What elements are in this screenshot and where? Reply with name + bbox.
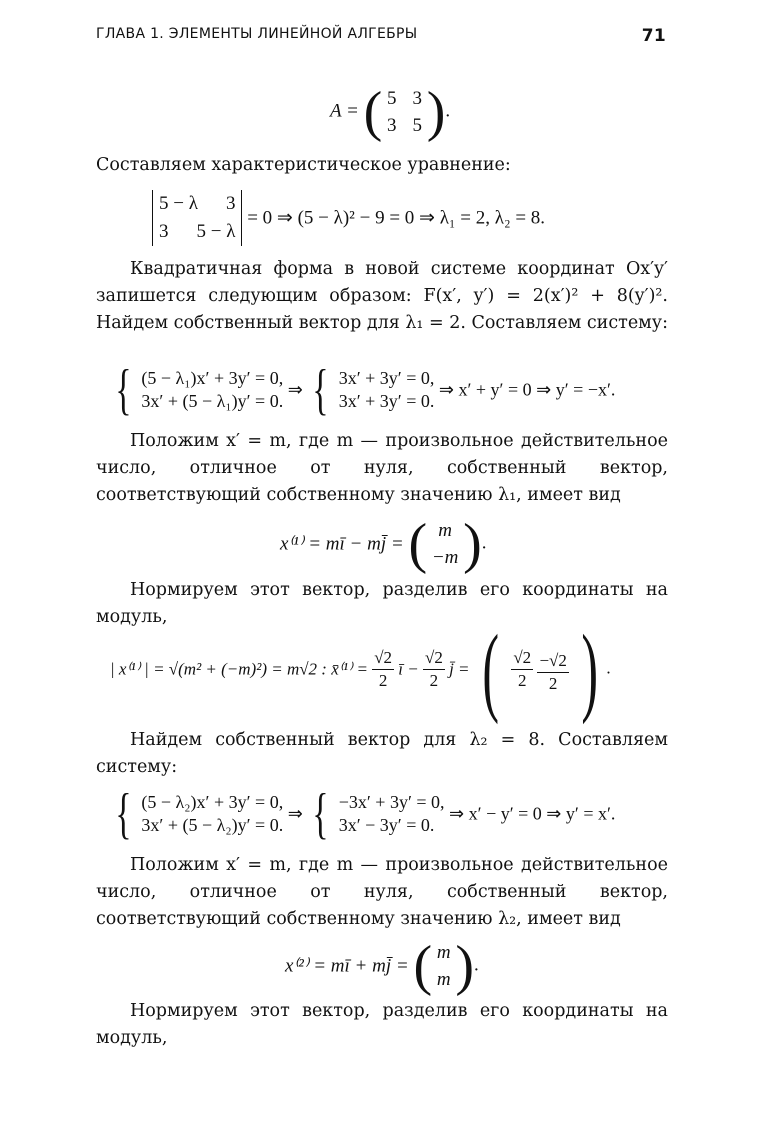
paragraph: Составляем характеристическое уравнение: bbox=[96, 155, 511, 175]
determinant bbox=[152, 190, 242, 246]
eigenvector-2-equation bbox=[285, 934, 479, 998]
system-equation-2 bbox=[110, 783, 616, 845]
denominator: 2 bbox=[518, 671, 527, 690]
fraction bbox=[372, 647, 394, 692]
left-paren: ( bbox=[482, 614, 499, 725]
system-line: 3x′ + 3y′ = 0, bbox=[338, 368, 435, 388]
unit-j: j̄ = bbox=[449, 659, 470, 679]
modulus: | x⁽¹⁾ | = √(m² + (−m)²) = m√2 : bbox=[110, 659, 327, 679]
left-brace: { bbox=[115, 359, 132, 421]
right-paren: ) bbox=[426, 81, 446, 143]
paragraph: Найдем собственный вектор для λ₂ = 8. Составляем систему: bbox=[96, 730, 668, 777]
determinant-equation bbox=[152, 190, 545, 246]
eigenvector-1-equation bbox=[280, 512, 487, 576]
numerator: √2 bbox=[423, 647, 445, 670]
paragraph: Нормируем этот вектор, разделив его координаты на модуль, bbox=[96, 580, 668, 627]
eq-lhs: x⁽¹⁾ = mī − mj̄ = bbox=[280, 533, 404, 555]
matrix-cell: 3 bbox=[412, 88, 422, 109]
page-header bbox=[96, 26, 666, 50]
system-right bbox=[339, 791, 445, 837]
det-cell: 3 bbox=[159, 221, 169, 242]
eq-rest: = 0 ⇒ (5 − λ)² − 9 = 0 ⇒ λ₁ = 2, λ₂ = 8. bbox=[247, 207, 546, 229]
left-paren: ( bbox=[413, 935, 433, 997]
left-brace: { bbox=[115, 783, 132, 845]
determinant-cells bbox=[159, 190, 235, 246]
paragraph: Положим x′ = m, где m — произвольное действительное число, отличное от нуля, собственный вектор, соответствующий собственному значению λ₂, имеет вид bbox=[96, 855, 668, 929]
system-line: 3x′ + (5 − λ₂)y′ = 0. bbox=[141, 815, 284, 835]
eq-lhs: A = bbox=[330, 100, 359, 122]
system-right bbox=[339, 367, 435, 413]
system-line: (5 − λ₂)x′ + 3y′ = 0, bbox=[141, 792, 284, 812]
page-number: 71 bbox=[641, 26, 666, 46]
eq-end: . bbox=[445, 100, 451, 122]
eq-rest: ⇒ x′ + y′ = 0 ⇒ y′ = −x′. bbox=[438, 379, 616, 400]
paragraph: Нормируем этот вектор, разделив его координаты на модуль, bbox=[96, 1001, 668, 1048]
matrix-cell: 5 bbox=[387, 88, 397, 109]
det-cell: 5 − λ bbox=[196, 221, 236, 242]
right-paren: ) bbox=[455, 935, 474, 997]
numerator: √2 bbox=[372, 647, 394, 670]
unit-i: ī − bbox=[398, 659, 419, 679]
right-paren: ) bbox=[581, 614, 599, 725]
vector-cell: m bbox=[436, 969, 451, 990]
eq-end: . bbox=[481, 532, 487, 554]
left-brace: { bbox=[312, 359, 329, 421]
fraction bbox=[423, 647, 445, 692]
vector-cell: −m bbox=[431, 547, 459, 568]
matrix-cell: 5 bbox=[412, 115, 422, 136]
column-vector bbox=[437, 939, 451, 993]
system-left bbox=[141, 791, 283, 837]
denominator: 2 bbox=[378, 671, 388, 690]
column-vector bbox=[511, 644, 569, 695]
system-line: 3x′ + 3y′ = 0. bbox=[338, 391, 435, 411]
left-paren: ( bbox=[363, 81, 383, 143]
eq-lhs: x⁽²⁾ = mī + mj̄ = bbox=[285, 955, 409, 977]
system-line: 3x′ − 3y′ = 0. bbox=[338, 815, 435, 835]
implies: ⇒ bbox=[287, 803, 303, 824]
system-left bbox=[141, 367, 283, 413]
matrix-cell: 3 bbox=[387, 115, 397, 136]
system-line: −3x′ + 3y′ = 0, bbox=[338, 792, 445, 812]
right-paren: ) bbox=[463, 513, 482, 575]
det-cell: 5 − λ bbox=[159, 193, 198, 214]
denominator: 2 bbox=[429, 671, 439, 690]
numerator: −√2 bbox=[537, 650, 568, 673]
vector-cell: m bbox=[436, 942, 451, 963]
implies: ⇒ bbox=[287, 379, 303, 400]
paragraph: Положим x′ = m, где m — произвольное действительное число, отличное от нуля, собственный вектор, соответствующий собственному значению λ₁, имеет вид bbox=[96, 431, 668, 505]
chapter-title: ГЛАВА 1. ЭЛЕМЕНТЫ ЛИНЕЙНОЙ АЛГЕБРЫ bbox=[96, 26, 418, 42]
paragraph: Квадратичная форма в новой системе координат Ox′y′ запишется следующим образом: F(x′, y′) = 2(x′)² + 8(y′)². Найдем собственный вектор для λ₁ = 2. Составляем систему: bbox=[96, 259, 668, 333]
denominator: 2 bbox=[548, 674, 558, 693]
normalization-1-equation bbox=[110, 612, 611, 727]
system-line: 3x′ + (5 − λ₁)y′ = 0. bbox=[141, 391, 284, 411]
eq-end: . bbox=[473, 954, 479, 976]
left-paren: ( bbox=[408, 513, 428, 575]
column-vector bbox=[432, 517, 459, 571]
left-brace: { bbox=[312, 783, 329, 845]
det-cell: 3 bbox=[225, 193, 236, 214]
vector-cell: m bbox=[438, 520, 452, 541]
eq-rest: ⇒ x′ − y′ = 0 ⇒ y′ = x′. bbox=[449, 803, 616, 824]
system-equation-1 bbox=[110, 359, 616, 421]
vector-label: x̄⁽¹⁾ = bbox=[331, 659, 368, 679]
matrix bbox=[387, 85, 422, 139]
system-line: (5 − λ₁)x′ + 3y′ = 0, bbox=[141, 368, 284, 388]
eq-end: . bbox=[606, 658, 611, 678]
matrix-a-equation bbox=[330, 80, 450, 144]
numerator: √2 bbox=[511, 647, 533, 670]
